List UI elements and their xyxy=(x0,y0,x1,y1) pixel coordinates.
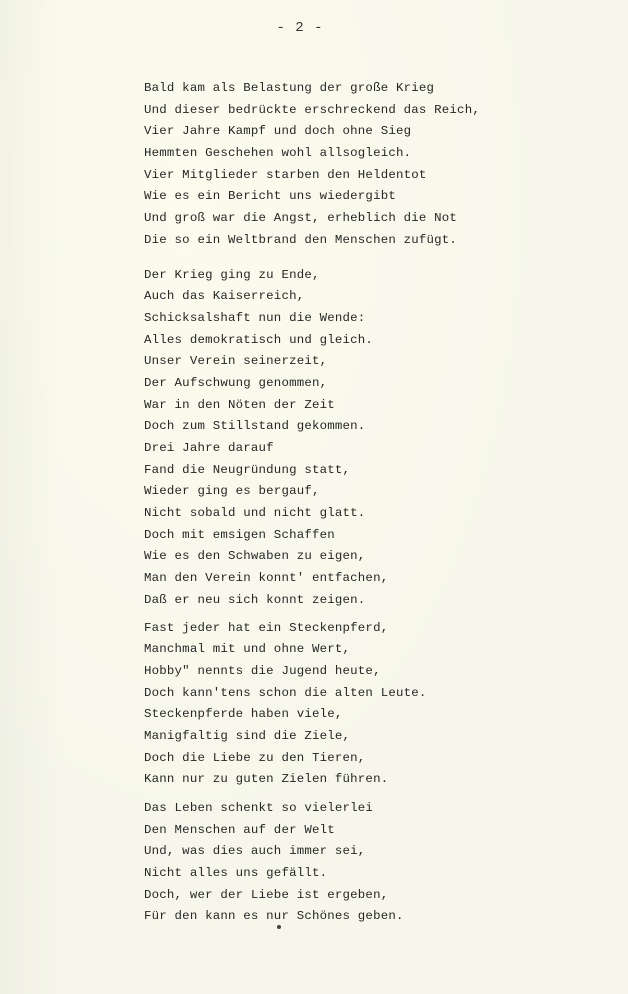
poem-line: Unser Verein seinerzeit, xyxy=(144,354,328,369)
poem-line: Schicksalshaft nun die Wende: xyxy=(144,310,366,325)
poem-line: Das Leben schenkt so vielerlei xyxy=(144,801,374,815)
poem-line: Doch, wer der Liebe ist ergeben, xyxy=(144,887,389,902)
poem-line: Hemmten Geschehen wohl allsogleich. xyxy=(144,146,412,161)
poem-line: Doch die Liebe zu den Tieren, xyxy=(144,750,366,765)
poem-line: Vier Mitglieder starben den Heldentot xyxy=(144,167,427,182)
poem-line: Den Menschen auf der Welt xyxy=(144,822,335,837)
poem-line: Bald kam als Belastung der große Krieg xyxy=(144,81,435,95)
poem-line: Der Aufschwung genommen, xyxy=(144,375,328,390)
poem-line: Und dieser bedrückte erschreckend das Reich, xyxy=(144,102,480,117)
poem-line: Doch zum Stillstand gekommen. xyxy=(144,419,366,434)
poem-line: Nicht alles uns gefällt. xyxy=(144,866,328,881)
poem-line: Vier Jahre Kampf und doch ohne Sieg xyxy=(144,124,412,139)
poem-line: Und, was dies auch immer sei, xyxy=(144,844,366,859)
poem-line: Hobby" nennts die Jugend heute, xyxy=(144,663,381,678)
page-edge-shadow xyxy=(0,0,60,994)
poem-line: Alles demokratisch und gleich. xyxy=(144,332,374,347)
poem-line: Fast jeder hat ein Steckenpferd, xyxy=(144,620,389,635)
poem-line: War in den Nöten der Zeit xyxy=(144,397,335,412)
poem-line: Für den kann es nur Schönes geben. xyxy=(144,909,404,924)
stanza-4 xyxy=(144,798,614,928)
stanza-1 xyxy=(144,78,614,252)
poem-line: Manchmal mit und ohne Wert, xyxy=(144,642,351,657)
poem-line: Doch kann'tens schon die alten Leute. xyxy=(144,685,427,700)
poem-line: Wieder ging es bergauf, xyxy=(144,484,320,499)
stanza-3 xyxy=(144,618,614,792)
poem-line: Wie es den Schwaben zu eigen, xyxy=(144,549,366,564)
page-number: - 2 - xyxy=(276,20,324,36)
poem-line: Auch das Kaiserreich, xyxy=(144,289,305,304)
poem-line: Kann nur zu guten Zielen führen. xyxy=(144,772,389,787)
poem-line: Und groß war die Angst, erheblich die Not xyxy=(144,211,458,226)
poem-line: Doch mit emsigen Schaffen xyxy=(144,527,335,542)
poem-line: Manigfaltig sind die Ziele, xyxy=(144,728,351,743)
poem-line: Wie es ein Bericht uns wiedergibt xyxy=(144,189,396,204)
poem-line: Fand die Neugründung statt, xyxy=(144,462,351,477)
poem-line: Nicht sobald und nicht glatt. xyxy=(144,506,366,521)
end-mark-dot xyxy=(277,925,281,929)
poem-line: Daß er neu sich konnt zeigen. xyxy=(144,592,366,607)
poem-line: Die so ein Weltbrand den Menschen zufügt. xyxy=(144,232,458,247)
poem-line: Drei Jahre darauf xyxy=(144,441,274,455)
poem-line: Der Krieg ging zu Ende, xyxy=(144,267,320,282)
stanza-2 xyxy=(144,265,614,612)
poem-body xyxy=(144,78,614,928)
poem-line: Man den Verein konnt' entfachen, xyxy=(144,571,389,586)
poem-line: Steckenpferde haben viele, xyxy=(144,707,343,722)
